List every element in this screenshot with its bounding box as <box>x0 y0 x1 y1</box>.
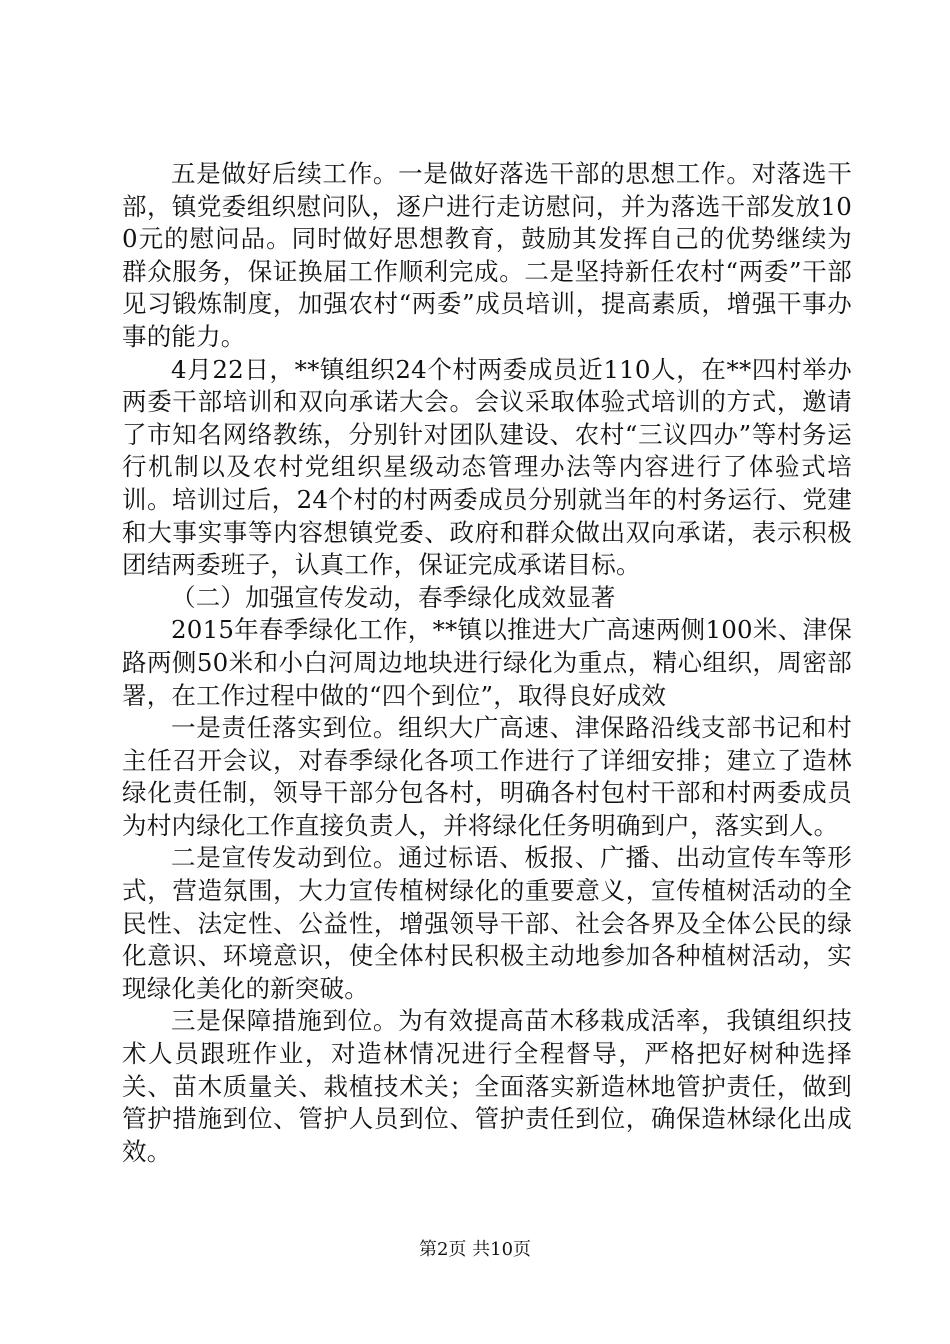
paragraph-responsibility: 一是责任落实到位。组织大广高速、津保路沿线支部书记和村主任召开会议，对春季绿化各项工作进行了详细安排；建立了造林绿化责任制，领导干部分包各村，明确各村包村干部和村两委成员为村内绿化工作直接负责人，并将绿化任务明确到户，落实到人。 <box>122 713 852 840</box>
paragraph-publicity: 二是宣传发动到位。通过标语、板报、广播、出动宣传车等形式，营造氛围，大力宣传植树绿化的重要意义，宣传植树活动的全民性、法定性、公益性，增强领导干部、社会各界及全体公民的绿化意识、环境意识，使全体村民积极主动地参加各种植树活动，实现绿化美化的新突破。 <box>122 843 852 1003</box>
document-body <box>122 158 852 1168</box>
paragraph-training-meeting: 4月22日，**镇组织24个村两委成员近110人，在**四村举办两委干部培训和双向承诺大会。会议采取体验式培训的方式，邀请了市知名网络教练，分别针对团队建设、农村“三议四办”等村务运行机制以及农村党组织星级动态管理办法等内容进行了体验式培训。培训过后，24个村的村两委成员分别就当年的村务运行、党建和大事实事等内容想镇党委、政府和群众做出双向承诺，表示积极团结两委班子，认真工作，保证完成承诺目标。 <box>122 354 852 580</box>
page-footer: 第2页 共10页 <box>418 1239 532 1260</box>
section-heading-greening: （二）加强宣传发动，春季绿化成效显著 <box>171 582 616 612</box>
paragraph-spring-greening: 2015年春季绿化工作，**镇以推进大广高速两侧100米、津保路两侧50米和小白河周边地块进行绿化为重点，精心组织，周密部署，在工作过程中做的“四个到位”，取得良好成效 <box>122 615 852 710</box>
paragraph-follow-up-work: 五是做好后续工作。一是做好落选干部的思想工作。对落选干部，镇党委组织慰问队，逐户进行走访慰问，并为落选干部发放100元的慰问品。同时做好思想教育，鼓励其发挥自己的优势继续为群众服务，保证换届工作顺利完成。二是坚持新任农村“两委”干部见习锻炼制度，加强农村“两委”成员培训，提高素质，增强干事办事的能力。 <box>122 159 852 351</box>
paragraph-safeguards: 三是保障措施到位。为有效提高苗木移栽成活率，我镇组织技术人员跟班作业，对造林情况进行全程督导，严格把好树种选择关、苗木质量关、栽植技术关；全面落实新造林地管护责任，做到管护措施到位、管护人员到位、管护责任到位，确保造林绿化出成效。 <box>122 1006 852 1166</box>
